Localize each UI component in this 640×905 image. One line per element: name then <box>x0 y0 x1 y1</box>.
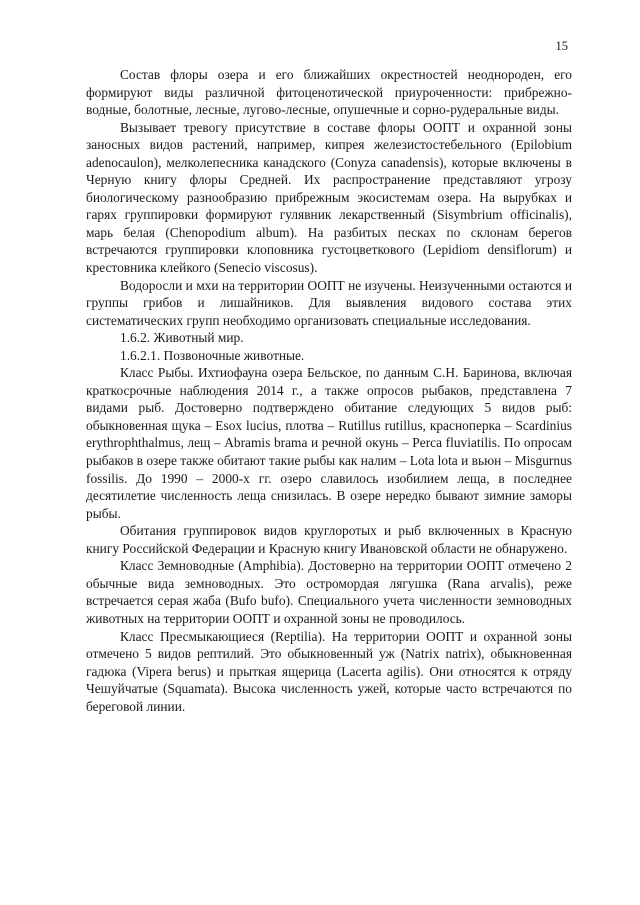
subsection-heading-vertebrates: 1.6.2.1. Позвоночные животные. <box>120 347 305 363</box>
paragraph-fish: Класс Рыбы. Ихтиофауна озера Бельское, по данным С.Н. Баринова, включая краткосрочные наблюдения 2014 г., а также опросов рыбаков, представлена 7 видами рыб. Достоверно подтверждено обитание следующих 5 видов рыб: обыкновенная щука – Esox lucius, плотва – Rutillus rutillus, красноперка – Scardinius erythrophthalmus, лещ – Abramis brama и речной окунь – Perca fluviatilis. По опросам рыбаков в озере также обитают такие рыбы как налим – Lota lota и вьюн – Misgurnus fossilis. До 1990 – 2000-х гг. озеро славилось изобилием леща, в последнее десятилетие численность леща снизилась. В озере нередко бывают зимние заморы рыбы. <box>86 365 572 521</box>
page-body <box>86 66 572 715</box>
paragraph-red-book-fish: Обитания группировок видов круглоротых и рыб включенных в Красную книгу Российской Федерации и Красную книгу Ивановской области не обнаружено. <box>86 523 572 556</box>
paragraph-reptiles: Класс Пресмыкающиеся (Reptilia). На территории ООПТ и охранной зоны отмечено 5 видов рептилий. Это обыкновенный уж (Natrix natrix), обыкновенная гадюка (Vipera berus) и прыткая ящерица (Lacerta agilis). Они относятся к отряду Чешуйчатые (Squamata). Высока численность ужей, которые часто встречаются по береговой линии. <box>86 628 572 714</box>
paragraph-algae-mosses: Водоросли и мхи на территории ООПТ не изучены. Неизученными остаются и группы грибов и лишайников. Для выявления видового состава этих систематических групп необходимо организовать специальные исследования. <box>86 277 572 328</box>
paragraph-flora-composition: Состав флоры озера и его ближайших окрестностей неоднороден, его формируют виды различной фитоценотической приуроченности: прибрежно-водные, болотные, лесные, лугово-лесные, опушечные и сорно-рудеральные виды. <box>86 67 572 118</box>
paragraph-amphibians: Класс Земноводные (Amphibia). Достоверно на территории ООПТ отмечено 2 обычные вида земноводных. Это остромордая лягушка (Rana arvalis), реже встречается серая жаба (Bufo bufo). Специального учета численности земноводных животных на территории ООПТ и охранной зоны не проводилось. <box>86 558 572 626</box>
section-heading-fauna: 1.6.2. Животный мир. <box>120 330 244 346</box>
paragraph-invasive-species: Вызывает тревогу присутствие в составе флоры ООПТ и охранной зоны заносных видов растений, например, кипрея железистостебельного (Epilobium adenocaulon), мелколепесника канадского (Conyza canadensis), которые включены в Черную книгу флоры Средней. Их распространение представляют угрозу биологическому разнообразию прибрежным экосистемам озера. На вырубках и гарях группировки формируют гулявник лекарственный (Sisymbrium officinalis), марь белая (Chenopodium album). На разбитых песках по склонам берегов встречаются группировки клоповника густоцветкового (Lepidiom densiflorum) и крестовника клейкого (Senecio viscosus). <box>86 119 572 276</box>
page-number: 15 <box>555 39 568 53</box>
